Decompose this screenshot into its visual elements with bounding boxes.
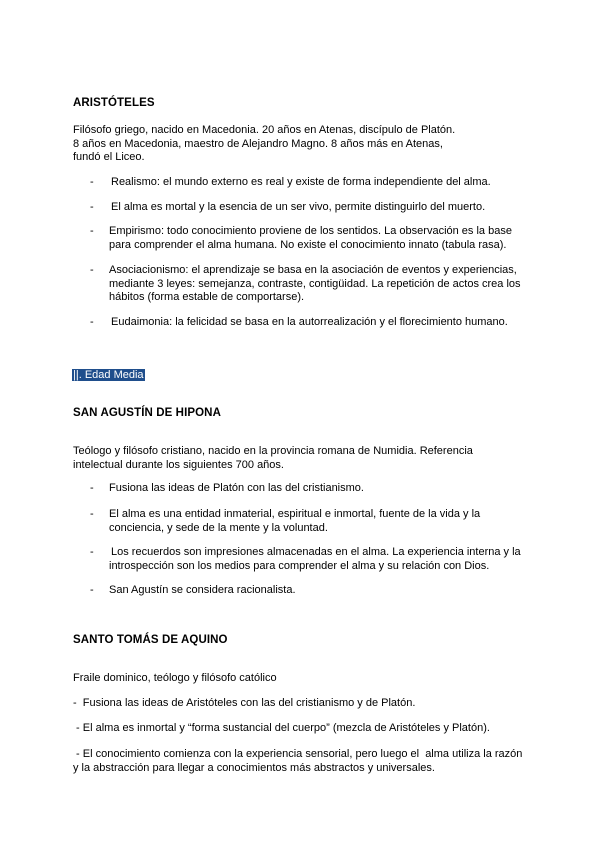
list-item: - Fusiona las ideas de Platón con las del cristianismo.	[90, 482, 364, 494]
list-item: - San Agustín se considera racionalista.	[90, 584, 296, 596]
section-header	[72, 365, 145, 383]
list-item: - Eudaimonia: la felicidad se basa en la autorrealización y el florecimiento humano.	[90, 316, 508, 328]
tomas-line: - El alma es inmortal y “forma sustancial del cuerpo” (mezcla de Aristóteles y Platón).	[73, 722, 490, 734]
list-item: - Realismo: el mundo externo es real y existe de forma independiente del alma.	[90, 176, 491, 188]
tomas-line: - El conocimiento comienza con la experiencia sensorial, pero luego el alma utiliza la razón y la abstracción para llegar a conocimientos más abstractos y universales.	[73, 748, 523, 774]
list-item: - Empirismo: todo conocimiento proviene de los sentidos. La observación es la base para comprender el alma humana. No existe el conocimiento innato (tabula rasa).	[90, 225, 512, 251]
aristoteles-intro: Filósofo griego, nacido en Macedonia. 20 años en Atenas, discípulo de Platón. 8 años en Macedonia, maestro de Alejandro Magno. 8 años más en Atenas, fundó el Liceo.	[73, 124, 456, 163]
list-item: - El alma es una entidad inmaterial, espiritual e inmortal, fuente de la vida y la conciencia, y sede de la mente y la voluntad.	[90, 508, 481, 534]
tomas-line: - Fusiona las ideas de Aristóteles con las del cristianismo y de Platón.	[73, 697, 416, 709]
heading-santo-tomas: SANTO TOMÁS DE AQUINO	[73, 634, 228, 646]
tomas-intro: Fraile dominico, teólogo y filósofo católico	[73, 672, 277, 684]
list-item: - Asociacionismo: el aprendizaje se basa en la asociación de eventos y experiencias, mediante 3 leyes: semejanza, contraste, contigüidad. La repetición de actos crea los hábitos (forma estable de comportarse).	[90, 264, 521, 303]
heading-aristoteles: ARISTÓTELES	[73, 97, 155, 109]
section-header-label: ||. Edad Media	[73, 369, 144, 381]
list-item: - El alma es mortal y la esencia de un ser vivo, permite distinguirlo del muerto.	[90, 201, 486, 213]
list-item: - Los recuerdos son impresiones almacenadas en el alma. La experiencia interna y la introspección son los medios para comprender el alma y su relación con Dios.	[90, 546, 521, 572]
agustin-intro: Teólogo y filósofo cristiano, nacido en la provincia romana de Numidia. Referencia intelectual durante los siguientes 700 años.	[73, 445, 473, 471]
heading-san-agustin: SAN AGUSTÍN DE HIPONA	[73, 407, 221, 419]
